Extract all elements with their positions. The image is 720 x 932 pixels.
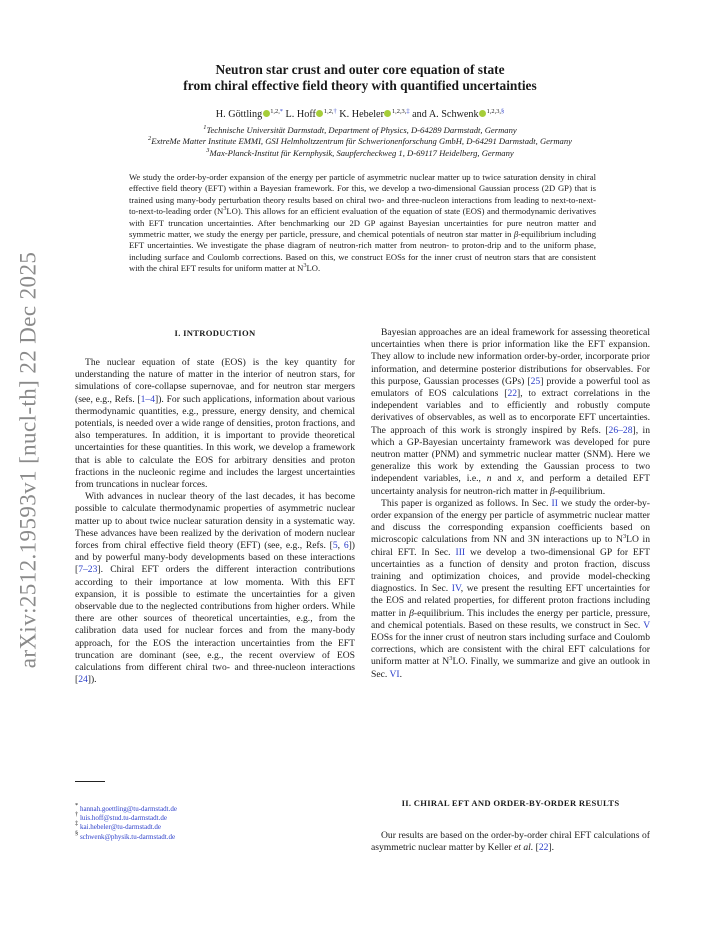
- affiliation-number: 2: [148, 135, 152, 143]
- affiliations: [80, 125, 640, 159]
- author-affil-sup: 1,2,3,: [391, 108, 407, 115]
- superscript: 3: [303, 262, 307, 270]
- paper-title: [80, 62, 640, 94]
- footnote: ‡ kai.hebeler@tu-darmstadt.de: [75, 820, 162, 832]
- paragraph: Our results are based on the order-by-order chiral EFT calculations of asymmetric nuclear matter by Keller et al. [22].: [371, 830, 650, 854]
- citation-link[interactable]: 22: [507, 388, 518, 400]
- paragraph: With advances in nuclear theory of the last decades, it has become possible to calculate thermodynamic properties of asymmetric nuclear matter up to about twice nuclear saturation density in a systematic way. These advances have been realized by the derivation of modern nuclear forces from chiral effective field theory (EFT) (see, e.g., Refs. [5, 6]) and by powerful many-body developments based on these interactions [7–23]. Chiral EFT orders the different interaction contributions according to their importance at low momenta. With this EFT expansion, it is possible to estimate the uncertainties for a given observable due to the neglected contributions from higher orders. While there are other sources of theoretical uncertainties, e.g., from the calibration data used for nuclear forces and from the many-body approach, for the EOS the interaction uncertainties from the EFT truncation are dominant (see, e.g., the recent overview of EOS calculations from different chiral two- and three-nucleon interactions [24]).: [75, 491, 355, 686]
- citation-link[interactable]: 6: [343, 540, 349, 552]
- author-email-mark[interactable]: †: [333, 108, 337, 115]
- affiliation-text: ExtreMe Matter Institute EMMI, GSI Helmholtzzentrum für Schwerionenforschung GmbH, D-64291 Darmstadt, Germany: [151, 136, 572, 147]
- citation-link[interactable]: 25: [530, 375, 541, 387]
- author-affil-sup: 1,2,: [270, 108, 280, 115]
- author-list: [80, 108, 640, 121]
- affiliation-number: 1: [203, 124, 207, 131]
- author-email-mark[interactable]: ‡: [406, 108, 410, 115]
- orcid-icon[interactable]: [316, 110, 323, 117]
- section-link[interactable]: V: [643, 619, 650, 631]
- author-affil-sup: 1,2,: [323, 108, 334, 115]
- email-link[interactable]: hannah.goettling@tu-darmstadt.de: [79, 805, 177, 813]
- email-link[interactable]: schwenk@physik.tu-darmstadt.de: [79, 832, 176, 841]
- author-email-mark[interactable]: §: [501, 108, 505, 115]
- affiliation-number: 3: [206, 146, 210, 154]
- paragraph: Bayesian approaches are an ideal framework for assessing theoretical uncertainties when there is prior information like the EFT expansion. They allow to include new information order-by-order, incorporate prior information, and determine posterior distributions for observables. For this purpose, Gaussian processes (GPs) [25] provide a powerful tool as emulators of EOS calculations [22], to extract correlations in the independent variables and to efficiently and robustly compute derivatives of observables, as well as to encorporate EFT uncertainties. The approach of this work is strongly inspired by Refs. [26–28], in which a GP-Bayesian uncertainty framework was developed for pure neutron matter (PNM) and symmetric nuclear matter (SNM). Here we generalize this work by extending the Gaussian process to two independent variables, i.e., n and x, and perform a detailed EFT uncertainty analysis for neutron-rich matter in β-equilibrium.: [371, 327, 650, 497]
- abstract-text: LO.: [306, 263, 321, 274]
- footnote: § schwenk@physik.tu-darmstadt.de: [75, 829, 176, 841]
- math-symbol: n: [486, 473, 492, 485]
- author-name: A. Schwenk: [428, 109, 479, 120]
- abstract-text: We study the order-by-order expansion of the energy per particle of asymmetric nuclear matter up to twice saturation density in chiral effective field theory (EFT) within a Bayesian framework. For this, we develop a two-dimensional Gaussian process (2D GP) that is trained using many-body perturbation theory results based on chiral two- and three-nucleon interactions from leading to next-to-next-to-next-to-leading order (N: [129, 172, 596, 217]
- section-heading-chiral-eft: II. CHIRAL EFT AND ORDER-BY-ORDER RESULTS: [401, 798, 620, 808]
- abstract-text: -equilibrium including EFT uncertainties. We investigate the phase diagram of neutron-rich matter from neutron- to proton-drip and to the uniform phase, including surface and Coulomb corrections. Based on this, we construct EOSs for the inner crust of neutron stars that are consistent with the chiral EFT results for uniform matter at N: [129, 229, 596, 274]
- footnote-rule: [75, 781, 105, 782]
- orcid-icon[interactable]: [384, 110, 391, 117]
- math-symbol: x: [517, 473, 522, 485]
- citation-link[interactable]: 1–4: [140, 393, 156, 405]
- arxiv-id: arXiv:2512.19593v1 [nucl-th] 22 Dec 2025: [15, 251, 41, 669]
- citation-link[interactable]: 24: [78, 674, 88, 686]
- affiliation-text: Max-Planck-Institut für Kernphysik, Saupfercheckweg 1, D-69117 Heidelberg, Germany: [209, 147, 514, 158]
- orcid-icon[interactable]: [479, 110, 486, 117]
- left-column: [75, 357, 355, 686]
- author-name: L. Hoff: [285, 109, 316, 120]
- author-name: H. Göttling: [215, 109, 263, 120]
- citation-link[interactable]: 26–28: [608, 424, 633, 436]
- title-line-1: Neutron star crust and outer core equation of state: [215, 62, 505, 77]
- right-column-continued: [371, 830, 650, 854]
- footnote: * hannah.goettling@tu-darmstadt.de: [75, 802, 177, 813]
- email-link[interactable]: kai.hebeler@tu-darmstadt.de: [79, 823, 162, 832]
- right-column: [371, 327, 650, 681]
- affiliation: [80, 125, 640, 136]
- math-symbol: β: [409, 607, 414, 619]
- footnotes: [75, 802, 177, 842]
- section-link[interactable]: IV: [451, 583, 461, 595]
- email-link[interactable]: luis.hoff@stud.tu-darmstadt.de: [79, 814, 167, 823]
- arxiv-stamp: [2, 250, 54, 670]
- superscript: 3: [223, 205, 227, 213]
- author-affil-sup: 1,2,3,: [486, 108, 502, 115]
- affiliation-text: Technische Universität Darmstadt, Department of Physics, D-64289 Darmstadt, Germany: [206, 125, 517, 135]
- math-symbol: β: [513, 229, 519, 240]
- footnote: † luis.hoff@stud.tu-darmstadt.de: [75, 811, 167, 823]
- citation-link[interactable]: 22: [538, 842, 549, 854]
- abstract-text: LO). This allows for an efficient evaluation of the equation of state (EOS) and thermodynamic derivatives with EFT truncation uncertainties. After benchmarking our 2D GP against Bayesian uncertainties for pure neutron matter and symmetric matter, we study the energy per particle, pressure, and chemical potentials of neutron star matter in: [129, 206, 596, 240]
- title-line-2: from chiral effective field theory with quantified uncertainties: [183, 78, 537, 93]
- section-link[interactable]: VI: [389, 668, 400, 680]
- abstract: [129, 172, 596, 275]
- affiliation: [80, 148, 640, 159]
- section-heading-introduction: I. INTRODUCTION: [174, 328, 256, 338]
- author-and: and: [412, 109, 427, 120]
- section-link[interactable]: III: [455, 546, 466, 558]
- paragraph: The nuclear equation of state (EOS) is the key quantity for understanding the nature of matter in the interior of neutron stars, for simulations of core-collapse supernovae, and for neutron star mergers (see, e.g., Refs. [1–4]). For such applications, information about various thermodynamic quantities, e.g., pressure, energy density, and chemical potentials, is needed over a wide range of densities, proton fractions, and also temperatures. In addition, it is important to provide theoretical uncertainties for these quantities. In this work, we develop a framework that is able to calculate the EOS for arbitrary densities and proton fractions in the nucleonic regime and includes the largest uncertainties from truncations in nuclear forces.: [75, 357, 356, 491]
- author-email-mark[interactable]: *: [279, 108, 283, 115]
- affiliation: [80, 136, 640, 147]
- section-link[interactable]: II: [551, 497, 558, 509]
- citation-link[interactable]: 5: [332, 540, 338, 552]
- orcid-icon[interactable]: [263, 110, 270, 117]
- math-symbol: β: [550, 485, 555, 497]
- citation-link[interactable]: 7–23: [78, 564, 98, 576]
- author-name: K. Hebeler: [339, 109, 384, 120]
- paragraph: This paper is organized as follows. In Sec. II we study the order-by-order expansion of the energy per particle of asymmetric nuclear matter and discuss the corresponding expansion coefficients based on microscopic calculations from NN and 3N interactions up to $N^3LO$ in chiral EFT. In Sec. III we develop a two-dimensional GP for EFT uncertainties as a function of density and proton fraction, discuss training and optimization choices, and provide model-checking diagnostics. In Sec. IV, we present the resulting EFT uncertainties for the EOS and related properties, for different proton fractions including matter in β-equilibrium. This includes the energy per particle, pressure, and chemical potentials. Based on these results, we construct in Sec. V EOSs for the inner crust of neutron stars including surface and Coulomb corrections, which are consistent with the chiral EFT calculations for uniform matter at $N^3LO$. Finally, we summarize and give an outlook in Sec. VI.: [371, 497, 651, 680]
